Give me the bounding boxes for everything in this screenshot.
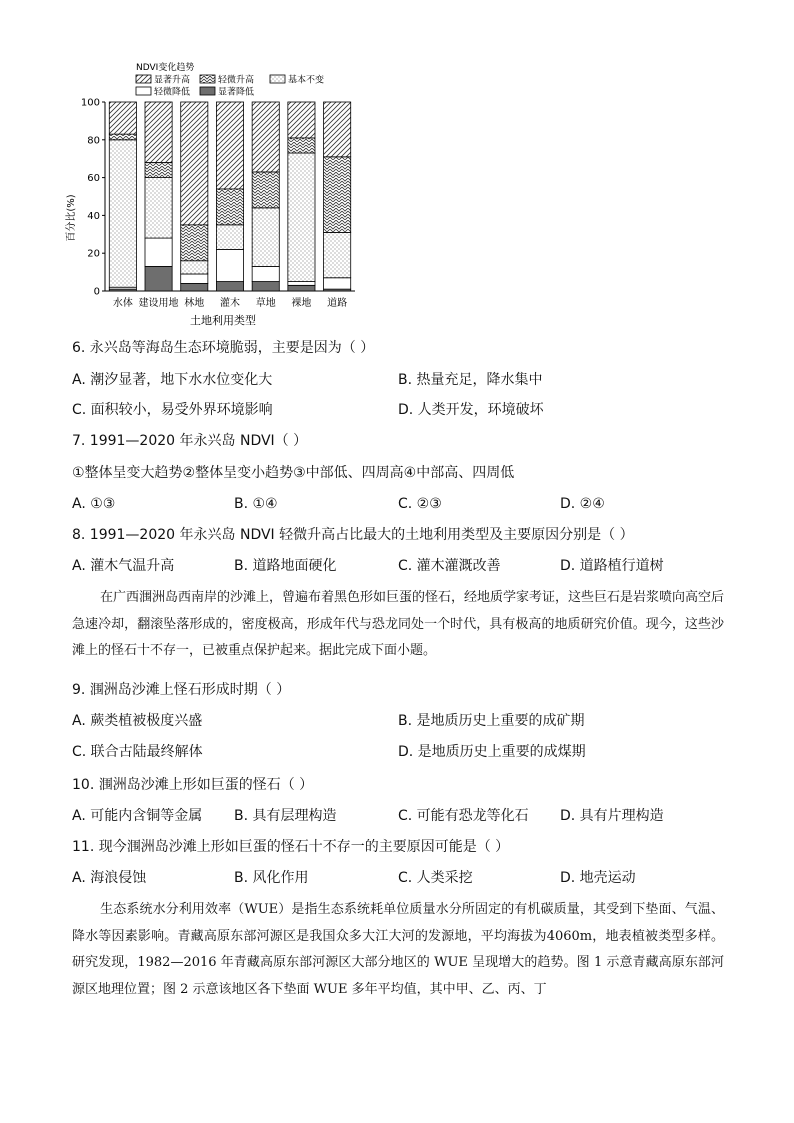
q11-option-c[interactable]: C. 人类采挖: [398, 870, 473, 886]
y-tick-label: 60: [87, 173, 100, 185]
bar-segment: [145, 238, 172, 266]
q9-option-d[interactable]: D. 是地质历史上重要的成煤期: [398, 744, 586, 760]
q7-statements: ①整体呈变大趋势②整体呈变小趋势③中部低、四周高④中部高、四周低: [72, 465, 515, 481]
passage-wue: 生态系统水分利用效率（WUE）是指生态系统耗单位质量水分所固定的有机碳质量，其受到下垫面、气温、降水等因素影响。青藏高原东部河源区是我国众多大江大河的发源地，平均海拔为4060m，地表植被类型多样。研究发现，1982—2016 年青藏高原东部河源区大部分地区的 WUE 呈现增大的趋势。图 1 示意青藏高原东部河源区地理位置；图 2 示意该地区各下垫面 WUE 多年平均值，其中甲、乙、丙、丁: [72, 902, 724, 997]
q11-option-a[interactable]: A. 海浪侵蚀: [72, 870, 147, 886]
q6-option-a[interactable]: A. 潮汐显著，地下水水位变化大: [72, 372, 273, 388]
q9-option-a[interactable]: A. 蕨类植被极度兴盛: [72, 713, 203, 729]
legend-label: 显著降低: [218, 87, 255, 98]
x-tick-label: 水体: [112, 298, 133, 309]
q11-stem: 11. 现今涠洲岛沙滩上形如巨蛋的怪石十不存一的主要原因可能是（ ）: [72, 839, 510, 855]
legend-swatch: [136, 75, 151, 83]
q10-option-a[interactable]: A. 可能内含铜等金属: [72, 808, 203, 824]
bar-segment: [109, 102, 136, 134]
bar-segment: [181, 283, 208, 291]
bar-segment: [216, 189, 243, 225]
x-tick-label: 裸地: [291, 298, 312, 309]
bar-segment: [288, 153, 315, 282]
q10-option-b[interactable]: B. 具有层理构造: [234, 808, 337, 824]
q8-option-d[interactable]: D. 道路植行道树: [560, 558, 664, 574]
q10-option-d[interactable]: D. 具有片理构造: [560, 808, 664, 824]
bar-segment: [324, 102, 351, 157]
legend-swatch: [200, 87, 215, 95]
q6-option-c[interactable]: C. 面积较小，易受外界环境影响: [72, 402, 273, 418]
legend-label: 基本不变: [288, 75, 325, 86]
y-tick-label: 80: [87, 135, 100, 147]
bar-segment: [181, 274, 208, 283]
bar-segment: [109, 134, 136, 140]
q10-stem: 10. 涠洲岛沙滩上形如巨蛋的怪石（ ）: [72, 777, 314, 793]
bar-segment: [324, 278, 351, 289]
q11-option-d[interactable]: D. 地壳运动: [560, 870, 636, 886]
bar-segment: [324, 232, 351, 277]
legend-swatch: [270, 75, 285, 83]
x-axis-label: 土地利用类型: [190, 314, 256, 327]
bar-segment: [252, 266, 279, 281]
q6-option-d[interactable]: D. 人类开发，环境破坏: [398, 402, 544, 418]
legend-swatch: [200, 75, 215, 83]
q10-option-c[interactable]: C. 可能有恐龙等化石: [398, 808, 529, 824]
y-tick-label: 0: [93, 286, 100, 298]
bar-segment: [145, 178, 172, 238]
bar-segment: [252, 102, 279, 172]
q7-stem: 7. 1991—2020 年永兴岛 NDVI（ ）: [72, 433, 308, 449]
y-axis-label: 百分比(%): [66, 194, 77, 242]
ndvi-stacked-bar-chart: [60, 58, 360, 328]
q8-option-c[interactable]: C. 灌木灌溉改善: [398, 558, 501, 574]
x-tick-label: 灌木: [220, 298, 240, 309]
bar-segment: [145, 102, 172, 162]
chart-legend: [136, 61, 324, 98]
passage-weizhou: 在广西涠洲岛西南岸的沙滩上，曾遍布着黑色形如巨蛋的怪石，经地质学家考证，这些巨石是岩浆喷向高空后急速冷却，翻滚坠落形成的，密度极高，形成年代与恐龙同处一个时代，具有极高的地质研究价值。现今，这些沙滩上的怪石十不存一，已被重点保护起来。据此完成下面小题。: [72, 590, 725, 659]
bar-segment: [109, 140, 136, 287]
q11-option-b[interactable]: B. 风化作用: [234, 870, 309, 886]
bar-segment: [288, 138, 315, 153]
q6-option-b[interactable]: B. 热量充足，降水集中: [398, 372, 543, 388]
bar-segment: [145, 266, 172, 291]
bar-segment: [145, 162, 172, 177]
y-tick-label: 40: [87, 210, 100, 222]
x-tick-label: 草地: [255, 298, 276, 309]
q9-option-c[interactable]: C. 联合古陆最终解体: [72, 744, 203, 760]
bar-segment: [181, 102, 208, 225]
legend-label: 轻微降低: [154, 87, 191, 98]
bar-segment: [216, 225, 243, 250]
bar-segment: [252, 282, 279, 291]
q8-stem: 8. 1991—2020 年永兴岛 NDVI 轻微升高占比最大的土地利用类型及主要原因分别是（ ）: [72, 527, 634, 543]
x-tick-label: 建设用地: [138, 298, 179, 309]
q7-option-b[interactable]: B. ①④: [234, 496, 278, 512]
x-tick-label: 林地: [184, 298, 205, 309]
bar-segment: [181, 225, 208, 261]
q7-option-a[interactable]: A. ①③: [72, 496, 116, 512]
q8-option-a[interactable]: A. 灌木气温升高: [72, 558, 175, 574]
bar-segment: [216, 249, 243, 281]
bar-segment: [288, 282, 315, 286]
q9-stem: 9. 涠洲岛沙滩上怪石形成时期（ ）: [72, 682, 291, 698]
x-tick-label: 道路: [327, 298, 348, 309]
q9-option-b[interactable]: B. 是地质历史上重要的成矿期: [398, 713, 585, 729]
q6-stem: 6. 永兴岛等海岛生态环境脆弱，主要是因为（ ）: [72, 340, 375, 356]
bar-segment: [181, 261, 208, 274]
legend-label: 轻微升高: [218, 75, 255, 86]
legend-label: 显著升高: [154, 75, 191, 86]
bar-segment: [288, 285, 315, 291]
bar-segment: [216, 282, 243, 291]
chart-bars: [109, 102, 350, 291]
bar-segment: [252, 172, 279, 208]
bar-segment: [324, 157, 351, 233]
legend-swatch: [136, 87, 151, 95]
y-tick-label: 20: [87, 248, 100, 260]
y-tick-label: 100: [80, 97, 100, 109]
bar-segment: [216, 102, 243, 189]
legend-title: NDVI变化趋势: [136, 63, 195, 73]
q7-option-d[interactable]: D. ②④: [560, 496, 605, 512]
bar-segment: [252, 208, 279, 267]
bar-segment: [288, 102, 315, 138]
q8-option-b[interactable]: B. 道路地面硬化: [234, 558, 337, 574]
q7-option-c[interactable]: C. ②③: [398, 496, 442, 512]
